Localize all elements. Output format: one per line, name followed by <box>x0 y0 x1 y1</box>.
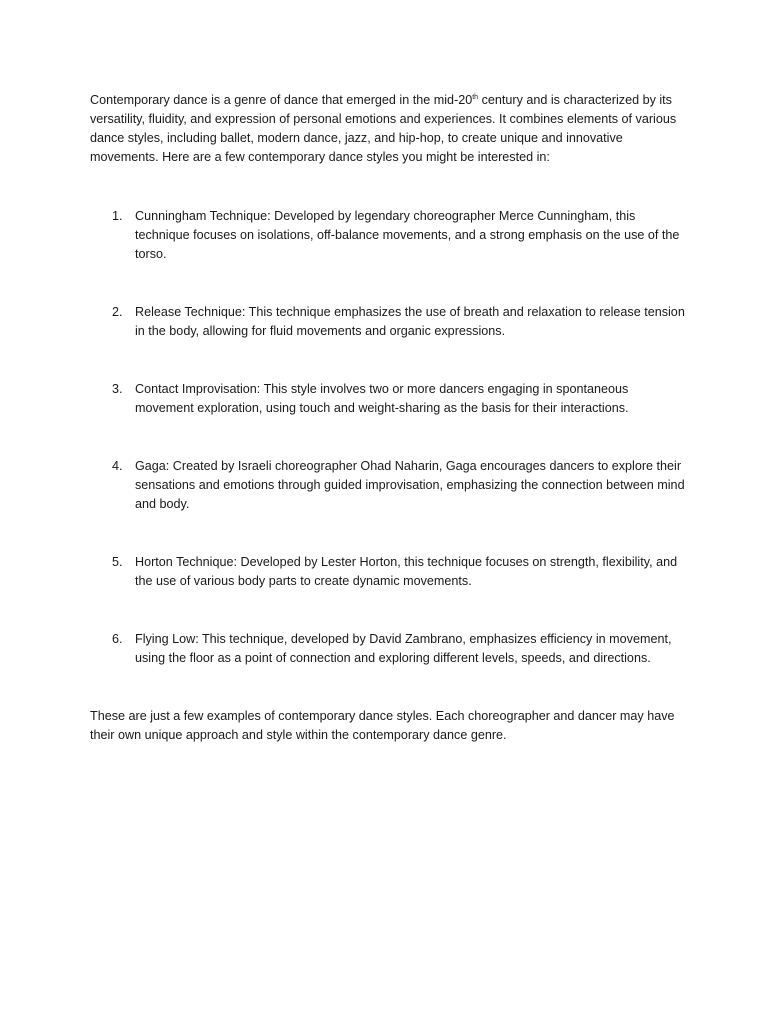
dance-styles-list <box>90 207 690 668</box>
list-item-text: Contact Improvisation: This style involves two or more dancers engaging in spontaneous movement exploration, using touch and weight-sharing as the basis for their interactions. <box>135 382 629 415</box>
list-item-text: Cunningham Technique: Developed by legendary choreographer Merce Cunningham, this technique focuses on isolations, off-balance movements, and a strong emphasis on the use of the torso. <box>135 209 680 261</box>
list-item <box>90 630 690 668</box>
closing-paragraph: These are just a few examples of contemporary dance styles. Each choreographer and dancer may have their own unique approach and style within the contemporary dance genre. <box>90 709 675 742</box>
list-item <box>90 553 690 591</box>
list-item-number: 5. <box>112 555 123 569</box>
list-item-text: Gaga: Created by Israeli choreographer Ohad Naharin, Gaga encourages dancers to explore their sensations and emotions through guided improvisation, emphasizing the connection between mind and body. <box>135 459 685 511</box>
list-item-number: 1. <box>112 209 123 223</box>
list-item-text: Release Technique: This technique emphasizes the use of breath and relaxation to release tension in the body, allowing for fluid movements and organic expressions. <box>135 305 685 338</box>
intro-text-continued: century and is characterized by its versatility, fluidity, and expression of personal emotions and experiences. It combines elements of various dance styles, including ballet, modern dance, jazz, and hip-hop, to create unique and innovative movements. Here are a few contemporary dance styles you might be interested in: <box>90 93 677 164</box>
list-item-text: Flying Low: This technique, developed by David Zambrano, emphasizes efficiency in movement, using the floor as a point of connection and exploring different levels, speeds, and directions. <box>135 632 672 665</box>
list-item-text: Horton Technique: Developed by Lester Horton, this technique focuses on strength, flexibility, and the use of various body parts to create dynamic movements. <box>135 555 678 588</box>
list-item-number: 3. <box>112 382 123 396</box>
list-item-number: 4. <box>112 459 123 473</box>
list-item-number: 6. <box>112 632 123 646</box>
ordinal-superscript: th <box>472 93 479 101</box>
list-item-number: 2. <box>112 305 123 319</box>
document-page <box>90 91 690 745</box>
list-item <box>90 207 690 264</box>
list-item <box>90 380 690 418</box>
list-item <box>90 303 690 341</box>
intro-text: Contemporary dance is a genre of dance that emerged in the mid-20 <box>90 93 473 107</box>
list-item <box>90 457 690 514</box>
intro-paragraph <box>90 91 690 167</box>
